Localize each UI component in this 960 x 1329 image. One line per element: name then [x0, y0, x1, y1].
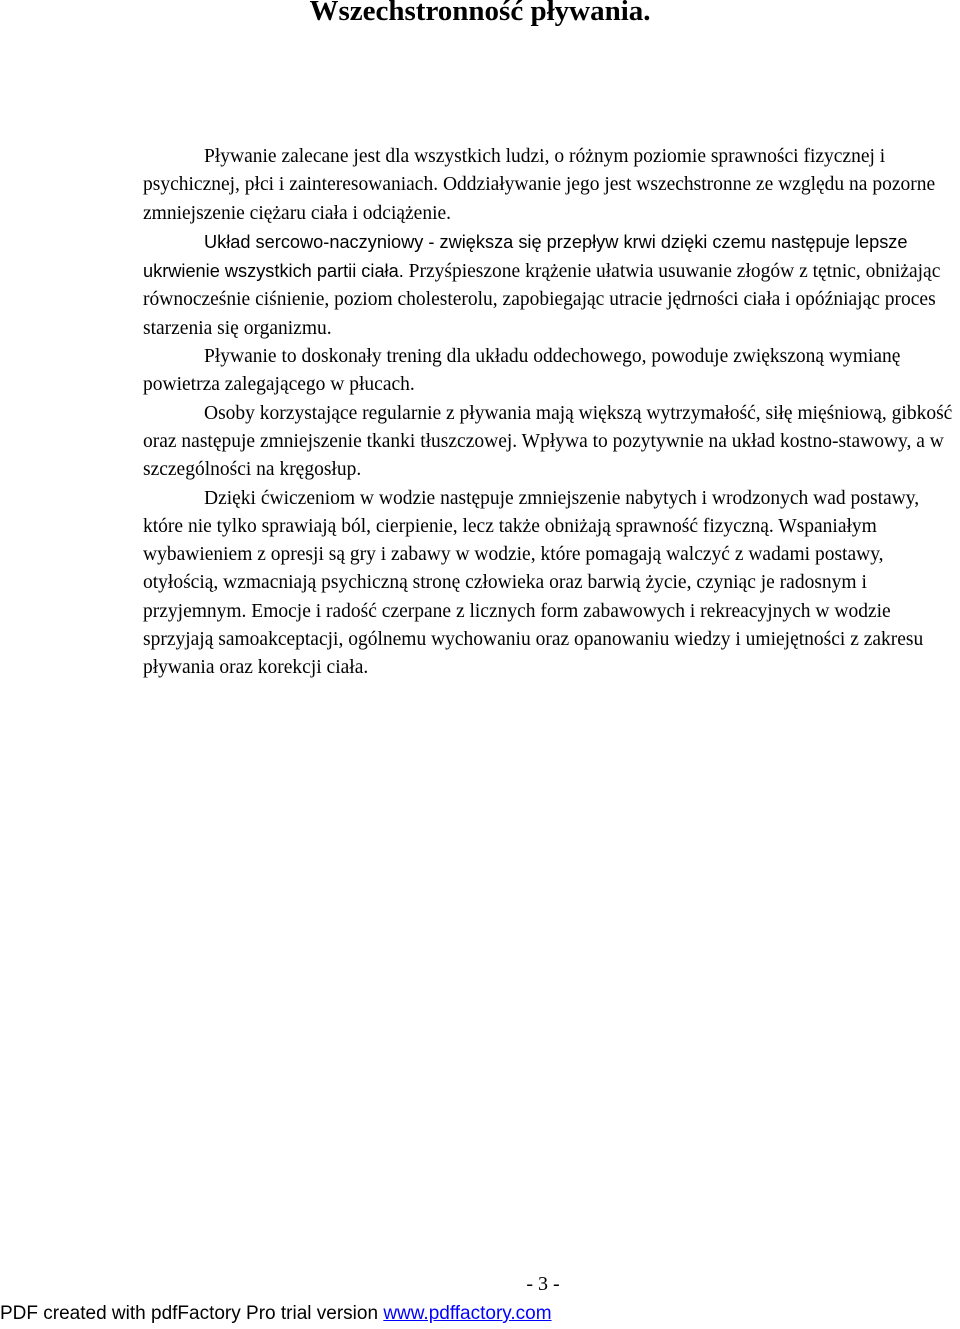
footer-text: PDF created with pdfFactory Pro trial version	[0, 1303, 384, 1324]
paragraph-intro: Pływanie zalecane jest dla wszystkich ludzi, o różnym poziomie sprawności fizycznej i psychicznej, płci i zainteresowaniach. Oddziaływanie jego jest wszechstronne ze względu na pozorne zmniejszenie ciężaru ciała i odciążenie.	[143, 146, 936, 224]
paragraph-respiratory: Pływanie to doskonały trening dla układu oddechowego, powoduje zwiększoną wymianę powietrza zalegającego w płucach.	[143, 346, 901, 396]
paragraph-posture: Dzięki ćwiczeniom w wodzie następuje zmniejszenie nabytych i wrodzonych wad postawy, które nie tylko sprawiają ból, cierpienie, lecz także obniżają sprawność fizyczną. Wspaniałym wybawieniem z opresji są gry i zabawy w wodzie, które pomagają walczyć z wadami postawy, otyłością, wzmacniają psychiczną stronę człowieka oraz barwią życie, czyniąc je radosnym i przyjemnym. Emocje i radość czerpane z licznych form zabawowych i rekreacyjnych w wodzie sprzyjają samoakceptacji, ogólnemu wychowaniu oraz opanowaniu wiedzy i umiejętności z zakresu pływania oraz korekcji ciała.	[143, 487, 924, 679]
paragraph-circulation-lead: Układ sercowo-naczyniowy - zwiększa się przepływ krwi dzięki czemu następuje lepsze ukrwienie wszystkich partii ciała.	[143, 231, 908, 282]
page-title: Wszechstronność pływania.	[309, 0, 651, 27]
pdf-footer	[0, 1301, 552, 1327]
footer-link[interactable]: www.pdffactory.com	[383, 1303, 552, 1324]
paragraph-circulation-rest: Przyśpieszone krążenie ułatwia usuwanie złogów z tętnic, obniżając równocześnie ciśnienie, poziom cholesterolu, zapobiegając utracie jędrności ciała i opóźniając proces starzenia się organizmu.	[143, 261, 941, 339]
page-number: - 3 -	[526, 1273, 560, 1295]
paragraph-endurance: Osoby korzystające regularnie z pływania mają większą wytrzymałość, siłę mięśniową, gibkość oraz następuje zmniejszenie tkanki tłuszczowej. Wpływa to pozytywnie na układ kostno-stawowy, a w szczególności na kręgosłup.	[143, 402, 953, 481]
paragraph-circulation	[143, 228, 960, 343]
document-body	[143, 143, 960, 683]
